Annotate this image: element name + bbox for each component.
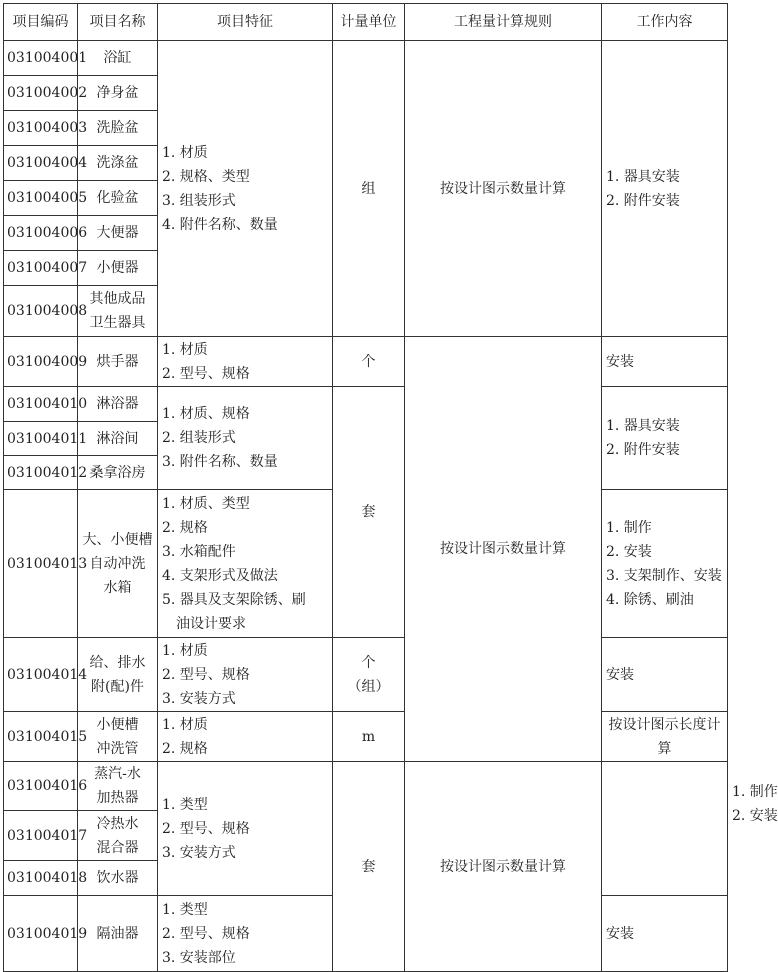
item-code: 031004007 xyxy=(4,251,78,286)
item-code: 031004014 xyxy=(4,638,78,712)
item-rule: 按设计图示数量计算 xyxy=(405,41,602,337)
table-row xyxy=(4,762,728,811)
item-name: 给、排水 附(配)件 xyxy=(78,638,158,712)
item-code: 031004015 xyxy=(4,712,78,762)
item-rule: 按设计图示数量计算 xyxy=(405,337,602,762)
table-row xyxy=(4,337,728,387)
item-unit: 个 xyxy=(333,337,405,387)
item-work: 1. 器具安装 2. 附件安装 xyxy=(602,41,728,337)
item-work: 1. 制作 2. 安装 3. 支架制作、安装 4. 除锈、刷油 xyxy=(602,490,728,638)
table-row xyxy=(4,638,728,712)
item-code: 031004016 xyxy=(4,762,78,811)
item-code: 031004013 xyxy=(4,490,78,638)
item-unit: m xyxy=(333,712,405,762)
item-name: 洗脸盆 xyxy=(78,111,158,146)
item-code: 031004011 xyxy=(4,422,78,456)
item-work: 安装 xyxy=(602,896,728,972)
item-features: 1. 材质 2. 型号、规格 xyxy=(158,337,333,387)
item-unit: 组 xyxy=(333,41,405,337)
item-code: 031004017 xyxy=(4,811,78,861)
item-name: 小便槽 冲洗管 xyxy=(78,712,158,762)
header-rule: 工程量计算规则 xyxy=(405,4,602,41)
header-features: 项目特征 xyxy=(158,4,333,41)
item-work: 安装 xyxy=(602,638,728,712)
item-features: 1. 类型 2. 型号、规格 3. 安装部位 xyxy=(158,896,333,972)
table-row xyxy=(4,41,728,76)
item-code: 031004006 xyxy=(4,216,78,251)
item-code: 031004012 xyxy=(4,456,78,490)
item-code: 031004010 xyxy=(4,387,78,422)
item-features: 1. 材质 2. 规格、类型 3. 组装形式 4. 附件名称、数量 xyxy=(158,41,333,337)
item-name: 浴缸 xyxy=(78,41,158,76)
header-code: 项目编码 xyxy=(4,4,78,41)
item-code: 031004019 xyxy=(4,896,78,972)
item-name: 饮水器 xyxy=(78,861,158,896)
item-name: 淋浴间 xyxy=(78,422,158,456)
item-features: 1. 类型 2. 型号、规格 3. 安装方式 xyxy=(158,762,333,896)
item-unit: 套 xyxy=(333,762,405,972)
item-code: 031004001 xyxy=(4,41,78,76)
item-code: 031004005 xyxy=(4,181,78,216)
item-code: 031004008 xyxy=(4,286,78,337)
item-name: 蒸汽-水 加热器 xyxy=(78,762,158,811)
item-name: 其他成品 卫生器具 xyxy=(78,286,158,337)
item-unit: 个 （组） xyxy=(333,638,405,712)
header-unit: 计量单位 xyxy=(333,4,405,41)
item-name: 隔油器 xyxy=(78,896,158,972)
item-name: 小便器 xyxy=(78,251,158,286)
item-name: 大、小便槽 自动冲洗 水箱 xyxy=(78,490,158,638)
item-unit: 套 xyxy=(333,387,405,638)
item-name: 冷热水 混合器 xyxy=(78,811,158,861)
item-code: 031004002 xyxy=(4,76,78,111)
table-row: 031004015 小便槽 冲洗管 1. 材质 2. 规格 m 按设计图示长度计算 1. 制作 2. 安装 xyxy=(4,712,728,762)
item-features: 1. 材质 2. 规格 xyxy=(158,712,333,762)
item-work: 1. 器具安装 2. 附件安装 xyxy=(602,387,728,490)
header-row xyxy=(4,4,728,41)
item-name: 桑拿浴房 xyxy=(78,456,158,490)
item-name: 大便器 xyxy=(78,216,158,251)
item-rule: 按设计图示长度计算 xyxy=(602,712,728,762)
item-code: 031004009 xyxy=(4,337,78,387)
item-name: 淋浴器 xyxy=(78,387,158,422)
item-code: 031004004 xyxy=(4,146,78,181)
quota-table xyxy=(3,3,778,972)
item-work: 安装 xyxy=(602,337,728,387)
header-work: 工作内容 xyxy=(602,4,728,41)
item-name: 洗涤盆 xyxy=(78,146,158,181)
item-rule: 按设计图示数量计算 xyxy=(405,762,602,972)
item-code: 031004003 xyxy=(4,111,78,146)
item-name: 净身盆 xyxy=(78,76,158,111)
header-name: 项目名称 xyxy=(78,4,158,41)
item-features: 1. 材质 2. 型号、规格 3. 安装方式 xyxy=(158,638,333,712)
table-row xyxy=(4,387,728,422)
item-name: 化验盆 xyxy=(78,181,158,216)
item-features: 1. 材质、规格 2. 组装形式 3. 附件名称、数量 xyxy=(158,387,333,490)
item-features: 1. 材质、类型 2. 规格 3. 水箱配件 4. 支架形式及做法 5. 器具及支架除锈、刷 油设计要求 xyxy=(158,490,333,638)
item-code: 031004018 xyxy=(4,861,78,896)
item-name: 烘手器 xyxy=(78,337,158,387)
